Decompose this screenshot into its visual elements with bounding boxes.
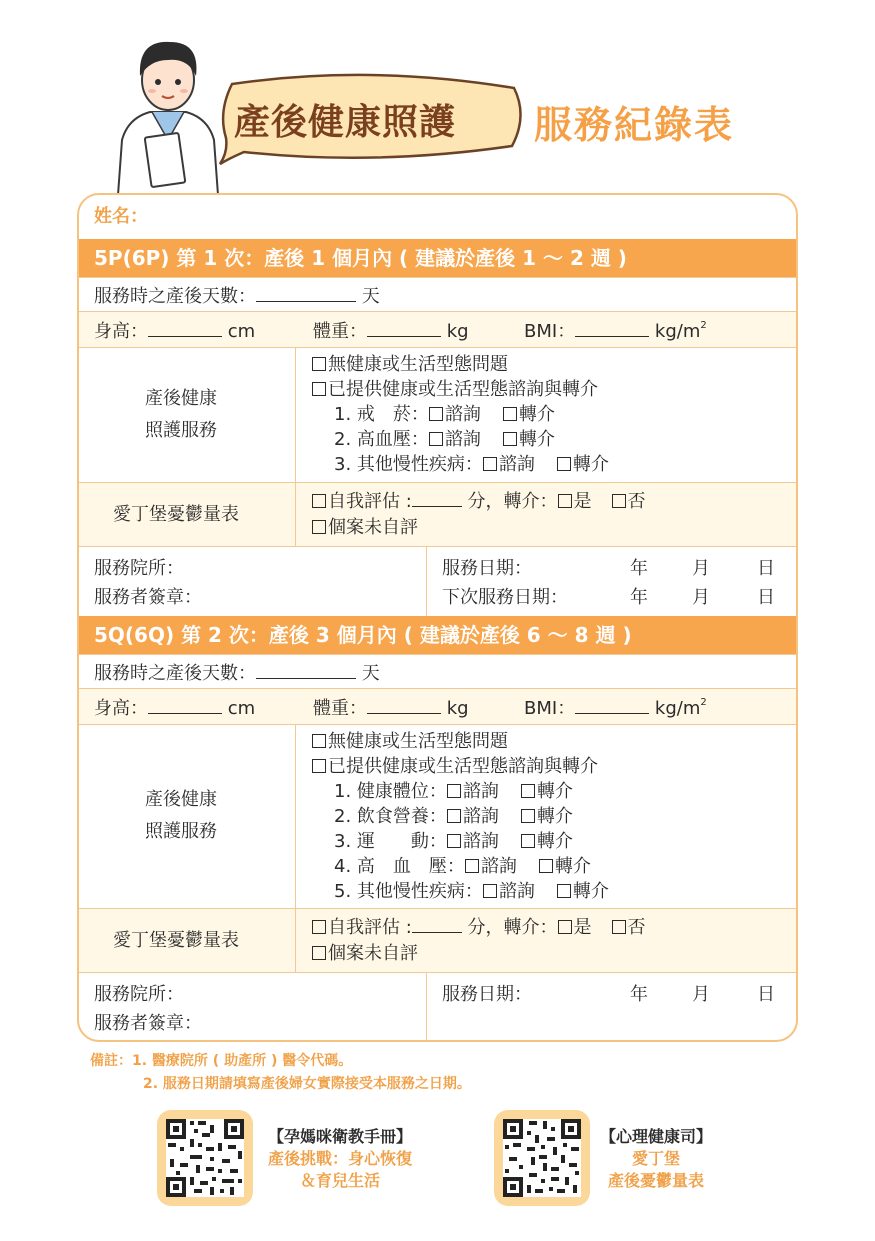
visit1-days-row bbox=[79, 277, 796, 311]
visit2-section-header bbox=[79, 616, 796, 654]
qr-epds-line2: 產後憂鬱量表 bbox=[608, 1171, 705, 1190]
visit1-height-unit: cm bbox=[227, 321, 256, 342]
visit1-height-label: 身高： bbox=[94, 321, 148, 342]
visit2-clinic-label: 服務院所： bbox=[94, 984, 184, 1005]
visit1-next-date-label: 下次服務日期： bbox=[442, 587, 568, 608]
visit1-weight-unit: kg bbox=[446, 321, 469, 342]
visit1-height-field[interactable] bbox=[148, 321, 222, 337]
visit1-epds-label: 愛丁堡憂鬱量表 bbox=[113, 504, 239, 525]
visit2-bmi-unit: kg/m bbox=[654, 698, 701, 719]
name-label: 姓名： bbox=[94, 206, 148, 227]
visit2-care-provided-checkbox[interactable] bbox=[312, 759, 326, 773]
visit2-item-consult: 諮詢 bbox=[462, 831, 499, 852]
visit2-epds-yes-checkbox[interactable] bbox=[558, 920, 572, 934]
visit1-section-title: 5P(6P) 第 1 次：產後 1 個月內 ( 建議於產後 1 ～ 2 週 ) bbox=[94, 246, 627, 270]
visit2-epds-not-self-checkbox[interactable] bbox=[312, 946, 326, 960]
doctor-illustration bbox=[108, 30, 228, 195]
visit1-care-none-checkbox[interactable] bbox=[312, 357, 326, 371]
visit2-item-label: 5. 其他慢性疾病： bbox=[334, 881, 483, 902]
qr-handbook-title: 【孕媽咪衛教手冊】 bbox=[268, 1127, 413, 1146]
visit1-epds-no-checkbox[interactable] bbox=[612, 494, 626, 508]
visit1-item-consult-checkbox[interactable] bbox=[483, 457, 497, 471]
visit1-item-refer: 轉介 bbox=[518, 429, 555, 450]
visit1-care-label-1: 產後健康 bbox=[145, 388, 217, 409]
visit1-weight-field[interactable] bbox=[367, 321, 441, 337]
visit2-item-consult: 諮詢 bbox=[498, 881, 535, 902]
visit1-clinic-label: 服務院所： bbox=[94, 558, 184, 579]
visit1-care-row bbox=[79, 347, 796, 482]
visit2-item-consult-checkbox[interactable] bbox=[447, 809, 461, 823]
visit2-days-field[interactable] bbox=[256, 663, 356, 679]
visit2-care-provided-label: 已提供健康或生活型態諮詢與轉介 bbox=[328, 756, 598, 777]
visit2-measure-row bbox=[79, 688, 796, 724]
visit2-date-month: 月 bbox=[692, 984, 710, 1005]
qr-epds-line1: 愛丁堡 bbox=[632, 1149, 681, 1168]
visit2-height-field[interactable] bbox=[148, 698, 222, 714]
visit2-date-day: 日 bbox=[757, 984, 775, 1005]
visit1-weight-label: 體重： bbox=[313, 321, 367, 342]
visit1-date-day: 日 bbox=[757, 558, 775, 579]
visit2-item-refer-checkbox[interactable] bbox=[557, 884, 571, 898]
visit2-epds-no: 否 bbox=[627, 917, 646, 938]
note-1: 1. 醫療院所 ( 助產所 ) 醫令代碼。 bbox=[132, 1053, 353, 1069]
visit1-care-provided-checkbox[interactable] bbox=[312, 382, 326, 396]
visit1-item-refer: 轉介 bbox=[572, 454, 609, 475]
visit1-days-label: 服務時之產後天數： bbox=[94, 286, 256, 307]
visit2-item-refer-checkbox[interactable] bbox=[539, 859, 553, 873]
visit2-item-refer: 轉介 bbox=[572, 881, 609, 902]
visit2-epds-row bbox=[79, 908, 796, 972]
visit1-days-unit: 天 bbox=[361, 286, 380, 307]
visit2-days-row bbox=[79, 654, 796, 688]
title-main: 產後健康照護 bbox=[234, 102, 457, 143]
visit2-item-refer-checkbox[interactable] bbox=[521, 809, 535, 823]
visit1-item-label: 2. 高血壓： bbox=[334, 429, 429, 450]
visit2-bmi-field[interactable] bbox=[575, 698, 649, 714]
visit1-item-label: 1. 戒 菸： bbox=[334, 404, 429, 425]
visit2-epds-self-checkbox[interactable] bbox=[312, 920, 326, 934]
notes bbox=[90, 1050, 471, 1096]
visit2-item-consult-checkbox[interactable] bbox=[447, 834, 461, 848]
visit1-bmi-label: BMI： bbox=[524, 321, 576, 342]
visit2-epds-yes: 是 bbox=[573, 917, 592, 938]
visit2-care-label-1: 產後健康 bbox=[145, 789, 217, 810]
visit2-weight-unit: kg bbox=[446, 698, 469, 719]
visit1-item-refer-checkbox[interactable] bbox=[503, 432, 517, 446]
visit1-date-year: 年 bbox=[630, 558, 648, 579]
visit1-item-label: 3. 其他慢性疾病： bbox=[334, 454, 483, 475]
visit1-item-consult: 諮詢 bbox=[444, 429, 481, 450]
visit2-item-label: 1. 健康體位： bbox=[334, 781, 447, 802]
visit2-item-refer: 轉介 bbox=[536, 831, 573, 852]
visit2-section-title: 5Q(6Q) 第 2 次：產後 3 個月內 ( 建議於產後 6 ～ 8 週 ) bbox=[94, 623, 632, 647]
visit1-date-month: 月 bbox=[692, 558, 710, 579]
visit1-bmi-unit: kg/m bbox=[654, 321, 701, 342]
visit1-epds-not-self: 個案未自評 bbox=[328, 517, 418, 538]
visit1-item-consult-checkbox[interactable] bbox=[429, 407, 443, 421]
visit1-epds-row bbox=[79, 482, 796, 546]
visit1-item-refer-checkbox[interactable] bbox=[503, 407, 517, 421]
visit1-epds-score-unit: 分，轉介： bbox=[467, 491, 558, 512]
visit1-bmi-field[interactable] bbox=[575, 321, 649, 337]
visit1-signature-label: 服務者簽章： bbox=[94, 587, 202, 608]
visit2-item-refer: 轉介 bbox=[536, 806, 573, 827]
visit2-item-label: 3. 運 動： bbox=[334, 831, 447, 852]
visit2-item-refer-checkbox[interactable] bbox=[521, 784, 535, 798]
visit1-care-label-2: 照護服務 bbox=[145, 420, 217, 441]
visit2-epds-score-unit: 分，轉介： bbox=[467, 917, 558, 938]
note-2: 2. 服務日期請填寫產後婦女實際接受本服務之日期。 bbox=[143, 1076, 471, 1092]
visit2-item-label: 4. 高 血 壓： bbox=[334, 856, 465, 877]
visit1-epds-no: 否 bbox=[627, 491, 646, 512]
visit2-care-label-2: 照護服務 bbox=[145, 821, 217, 842]
visit2-item-refer: 轉介 bbox=[554, 856, 591, 877]
notes-prefix: 備註： bbox=[90, 1053, 132, 1069]
visit2-item-label: 2. 飲食營養： bbox=[334, 806, 447, 827]
visit1-care-none-label: 無健康或生活型態問題 bbox=[328, 354, 508, 375]
qr-code-handbook[interactable] bbox=[157, 1110, 253, 1206]
visit1-date-label: 服務日期： bbox=[442, 558, 532, 579]
qr-epds-label bbox=[600, 1126, 712, 1192]
visit1-epds-not-self-checkbox[interactable] bbox=[312, 520, 326, 534]
visit1-next-date-year: 年 bbox=[630, 587, 648, 608]
qr-handbook-line1: 產後挑戰：身心恢復 bbox=[268, 1149, 413, 1168]
visit2-epds-score-field[interactable] bbox=[412, 917, 462, 933]
visit1-epds-yes-checkbox[interactable] bbox=[558, 494, 572, 508]
name-row bbox=[79, 195, 796, 239]
visit2-epds-label: 愛丁堡憂鬱量表 bbox=[113, 930, 239, 951]
visit2-item-consult: 諮詢 bbox=[462, 806, 499, 827]
visit1-signoff-row bbox=[79, 546, 796, 616]
visit2-item-refer: 轉介 bbox=[536, 781, 573, 802]
visit1-epds-self-label: 自我評估 : bbox=[328, 491, 412, 512]
visit2-item-consult-checkbox[interactable] bbox=[447, 784, 461, 798]
visit2-date-label: 服務日期： bbox=[442, 984, 532, 1005]
visit1-section-header bbox=[79, 239, 796, 277]
visit2-bmi-sup: 2 bbox=[700, 697, 707, 708]
visit2-care-none-checkbox[interactable] bbox=[312, 734, 326, 748]
visit2-bmi-label: BMI： bbox=[524, 698, 576, 719]
visit2-care-none-label: 無健康或生活型態問題 bbox=[328, 731, 508, 752]
visit2-item-consult-checkbox[interactable] bbox=[465, 859, 479, 873]
visit2-care-row bbox=[79, 724, 796, 908]
visit2-weight-field[interactable] bbox=[367, 698, 441, 714]
qr-code-icon bbox=[503, 1119, 581, 1197]
visit1-item-refer: 轉介 bbox=[518, 404, 555, 425]
visit1-item-consult: 諮詢 bbox=[444, 404, 481, 425]
visit2-epds-no-checkbox[interactable] bbox=[612, 920, 626, 934]
visit2-epds-not-self: 個案未自評 bbox=[328, 943, 418, 964]
visit1-epds-self-checkbox[interactable] bbox=[312, 494, 326, 508]
qr-epds-title: 【心理健康司】 bbox=[600, 1127, 713, 1146]
visit1-next-date-month: 月 bbox=[692, 587, 710, 608]
title-sub: 服務紀錄表 bbox=[534, 103, 735, 147]
visit2-weight-label: 體重： bbox=[313, 698, 367, 719]
visit2-item-consult: 諮詢 bbox=[462, 781, 499, 802]
visit2-days-label: 服務時之產後天數： bbox=[94, 663, 256, 684]
visit2-date-year: 年 bbox=[630, 984, 648, 1005]
qr-handbook-line2: ＆育兒生活 bbox=[300, 1171, 381, 1190]
visit2-height-label: 身高： bbox=[94, 698, 148, 719]
record-form bbox=[77, 193, 798, 1042]
visit1-epds-yes: 是 bbox=[573, 491, 592, 512]
visit1-bmi-sup: 2 bbox=[700, 320, 707, 331]
visit2-height-unit: cm bbox=[227, 698, 256, 719]
visit1-days-field[interactable] bbox=[256, 286, 356, 302]
qr-handbook-label bbox=[268, 1126, 412, 1192]
visit1-item-consult-checkbox[interactable] bbox=[429, 432, 443, 446]
visit1-epds-score-field[interactable] bbox=[412, 491, 462, 507]
visit1-next-date-day: 日 bbox=[757, 587, 775, 608]
visit1-care-provided-label: 已提供健康或生活型態諮詢與轉介 bbox=[328, 379, 598, 400]
visit2-signoff-row bbox=[79, 972, 796, 1042]
qr-code-icon bbox=[166, 1119, 244, 1197]
visit1-measure-row bbox=[79, 311, 796, 347]
visit1-item-refer-checkbox[interactable] bbox=[557, 457, 571, 471]
visit2-item-consult-checkbox[interactable] bbox=[483, 884, 497, 898]
visit2-days-unit: 天 bbox=[361, 663, 380, 684]
visit2-epds-self-label: 自我評估 : bbox=[328, 917, 412, 938]
qr-code-epds[interactable] bbox=[494, 1110, 590, 1206]
visit2-signature-label: 服務者簽章： bbox=[94, 1013, 202, 1034]
visit2-item-refer-checkbox[interactable] bbox=[521, 834, 535, 848]
visit2-item-consult: 諮詢 bbox=[480, 856, 517, 877]
visit1-item-consult: 諮詢 bbox=[498, 454, 535, 475]
